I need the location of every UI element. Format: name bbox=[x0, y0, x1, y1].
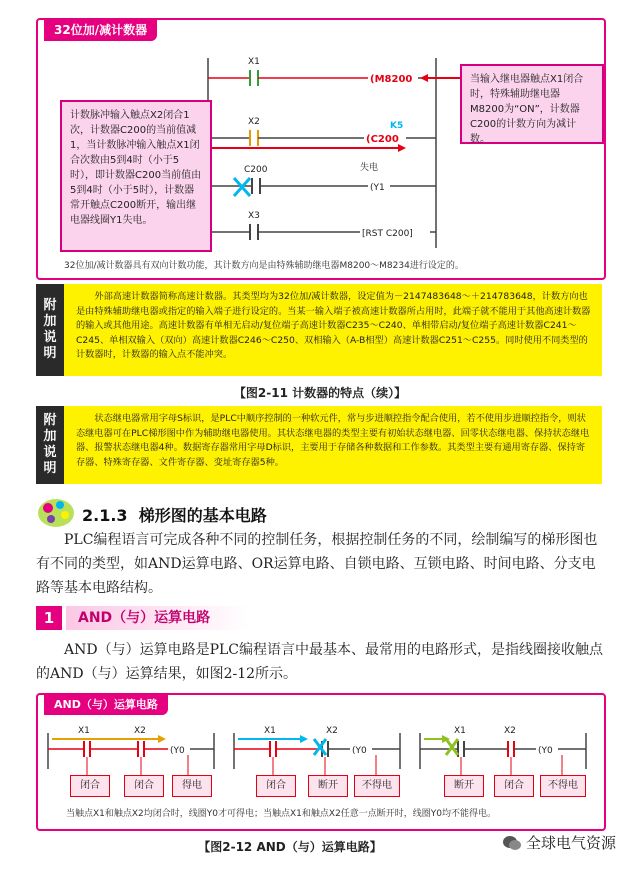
state-box: 断开 bbox=[444, 775, 484, 797]
figure1-caption: 32位加/减计数器具有双向计数功能，其计数方向是由特殊辅助继电器M8200～M8234进行设定的。 bbox=[64, 261, 464, 271]
coil-m8200: (M8200 bbox=[370, 74, 413, 85]
figure-and-circuit bbox=[36, 693, 606, 831]
section-palette-icon bbox=[36, 496, 76, 530]
state-box: 不得电 bbox=[354, 775, 400, 797]
p3-x2-label: X2 bbox=[504, 726, 516, 736]
rst-instruction: [RST C200] bbox=[362, 229, 413, 239]
state-box: 得电 bbox=[172, 775, 212, 797]
contact-x2-label: X2 bbox=[248, 117, 260, 127]
figure-tab: AND（与）运算电路 bbox=[44, 693, 168, 715]
k5-value: K5 bbox=[390, 121, 404, 131]
contact-c200-label: C200 bbox=[244, 165, 268, 175]
figure-caption-2-12: 【图2-12 AND（与）运算电路】 bbox=[198, 840, 382, 854]
coil-y1: (Y1 bbox=[370, 183, 385, 193]
additional-note-1 bbox=[36, 284, 602, 376]
section-paragraph: PLC编程语言可完成各种不同的控制任务，根据控制任务的不同，绘制编写的梯形图也有不同的类型，如AND运算电路、OR运算电路、自锁电路、互锁电路、时间电路、分支电路等基本电路结构。 bbox=[36, 532, 598, 596]
p1-x2-label: X2 bbox=[134, 726, 146, 736]
section-title: 2.1.3 梯形图的基本电路 bbox=[82, 506, 267, 525]
state-box: 闭合 bbox=[256, 775, 296, 797]
right-note: 当输入继电器触点X1闭合时，特殊辅助继电器M8200为“ON”，计数器C200的计数方向为减计数。 bbox=[460, 64, 604, 144]
and-circuit-paragraph: AND（与）运算电路是PLC编程语言中最基本、最常用的电路形式，是指线圈接收触点的AND（与）运算结果，如图2-12所示。 bbox=[36, 642, 604, 682]
p2-x1-label: X1 bbox=[264, 726, 276, 736]
note-text: 状态继电器常用字母S标识，是PLC中顺序控制的一种软元件，常与步进顺控指令配合使用，若不使用步进顺控指令，则状态继电器可在PLC梯形图中作为辅助继电器使用。其状态继电器的类型主要有初始状态继电器、回零状态继电器、保持状态继电器、报警状态继电器4种。数据寄存器常用字母D标识，主要用于存储各种数据和工作参数。其类型主要有通用寄存器、保持寄存器、特殊寄存器、文件寄存器、变址寄存器5种。 bbox=[76, 413, 590, 468]
state-box: 闭合 bbox=[124, 775, 164, 797]
p1-y0: (Y0 bbox=[170, 746, 185, 756]
p1-x1-label: X1 bbox=[78, 726, 90, 736]
note-side-label: 附 加 说 明 bbox=[36, 284, 64, 376]
state-box: 不得电 bbox=[540, 775, 586, 797]
lose-power-label: 失电 bbox=[360, 163, 379, 173]
additional-note-2 bbox=[36, 406, 602, 484]
contact-x3-label: X3 bbox=[248, 211, 260, 221]
p3-x1-label: X1 bbox=[454, 726, 466, 736]
p3-y0: (Y0 bbox=[538, 746, 553, 756]
watermark: 全球电气资源 bbox=[502, 832, 616, 853]
state-box: 闭合 bbox=[494, 775, 534, 797]
subsection-title: AND（与）运算电路 bbox=[66, 606, 250, 630]
left-note: 计数脉冲输入触点X2闭合1次，计数器C200的当前值减1，当计数脉冲输入触点X1闭合次数由5到4时（小于5时），即计数器C200当前值由5到4时（小于5时），计数器常开触点C200断开，输出继电器线圈Y1失电。 bbox=[60, 100, 212, 252]
p2-x2-label: X2 bbox=[326, 726, 338, 736]
subsection-number: 1 bbox=[36, 606, 62, 630]
subsection-heading bbox=[36, 606, 606, 630]
figure2-caption: 当触点X1和触点X2均闭合时，线圈Y0才可得电；当触点X1和触点X2任意一点断开时，线圈Y0均不能得电。 bbox=[66, 809, 497, 819]
contact-x1-label: X1 bbox=[248, 57, 260, 67]
state-box: 断开 bbox=[308, 775, 348, 797]
p2-y0: (Y0 bbox=[352, 746, 367, 756]
note-text: 外部高速计数器简称高速计数器。其类型均为32位加/减计数器，设定值为－2147483648～＋214783648，计数方向也是由特殊辅助继电器或指定的输入端子进行设定的。当某一输入端子被高速计数器所占用时，此端子就不能用于其他高速计数器的输入或其他用途。高速计数器有单相无启动/复位端子高速计数器C235～C240、单相带启动/复位端子高速计数器C241～C245、单相双输入（双向）高速计数器C246～C250、双相输入（A-B相型）高速计数器C251～C255。同时使用不同类型的计数器时，计数器的输入点不能冲突。 bbox=[76, 291, 591, 361]
figure-counter-ladder bbox=[36, 18, 606, 280]
wechat-icon bbox=[502, 834, 522, 852]
note-side-label: 附 加 说 明 bbox=[36, 406, 64, 484]
figure-caption-2-11: 【图2-11 计数器的特点（续）】 bbox=[233, 386, 407, 400]
state-box: 闭合 bbox=[70, 775, 110, 797]
figure-tab: 32位加/减计数器 bbox=[44, 18, 157, 41]
coil-c200: (C200 bbox=[366, 134, 399, 145]
